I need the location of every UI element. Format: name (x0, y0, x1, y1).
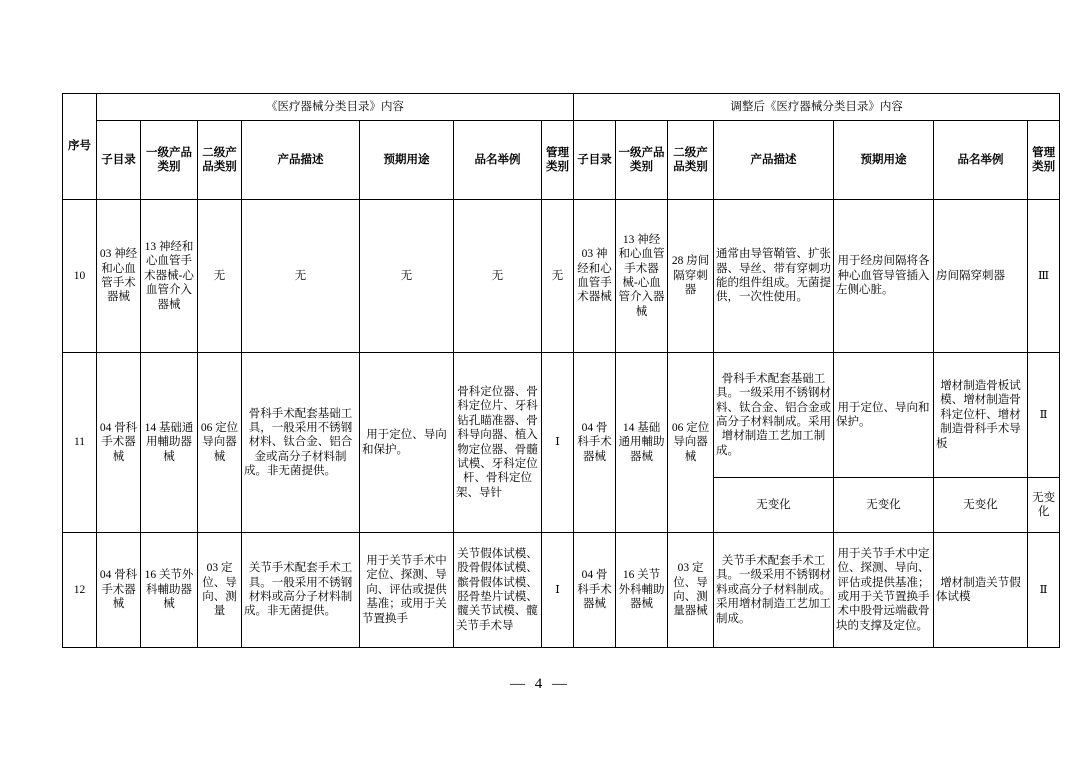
cell-orig-sub-catalog: 04 骨科手术器械 (97, 533, 141, 648)
cell-adj-level2: 06 定位导向器械 (668, 353, 714, 533)
cell-orig-intended-use: 用于关节手术中定位、探测、导向、评估或提供基准；或用于关节置换手 (360, 533, 454, 648)
cell-adj-name-example: 房间隔穿刺器 (934, 200, 1028, 353)
cell-orig-description: 无 (242, 200, 360, 353)
header-orig-level1: 一级产品类别 (141, 121, 198, 200)
cell-orig-sub-catalog: 03 神经和心血管手术器械 (97, 200, 141, 353)
cell-orig-management: Ⅰ (542, 533, 574, 648)
header-group-original: 《医疗器械分类目录》内容 (97, 94, 574, 121)
table-row (63, 200, 1060, 353)
cell-adj-level2: 28 房间隔穿刺器 (668, 200, 714, 353)
header-orig-level2: 二级产品类别 (198, 121, 242, 200)
table-row (63, 533, 1060, 648)
cell-orig-level1: 14 基础通用輔助器械 (141, 353, 198, 533)
cell-adj-intended-use-nochange: 无变化 (834, 478, 934, 533)
header-orig-name-example: 品名举例 (454, 121, 542, 200)
cell-adj-management: Ⅱ (1028, 533, 1060, 648)
cell-adj-intended-use: 用于关节手术中定位、探测、导向、评估或提供基准；或用于关节置换手术中股骨远端截骨块的支撑及定位。 (834, 533, 934, 648)
cell-orig-intended-use: 用于定位、导向和保护。 (360, 353, 454, 533)
header-orig-intended-use: 预期用途 (360, 121, 454, 200)
cell-orig-level1: 16 关节外科輔助器械 (141, 533, 198, 648)
header-adj-level1: 一级产品类别 (616, 121, 668, 200)
cell-adj-name-example: 增材制造关节假体试模 (934, 533, 1028, 648)
header-adj-level2: 二级产品类别 (668, 121, 714, 200)
cell-adj-description-nochange: 无变化 (714, 478, 834, 533)
page-number: — 4 — (510, 676, 570, 692)
cell-adj-intended-use: 用于定位、导向和保护。 (834, 353, 934, 478)
header-orig-description: 产品描述 (242, 121, 360, 200)
header-seq: 序号 (63, 94, 97, 200)
cell-orig-description: 骨科手术配套基础工具，一般采用不锈钢材料、钛合金、铝合金或高分子材料制成。非无菌提供。 (242, 353, 360, 533)
cell-orig-level2: 06 定位导向器械 (198, 353, 242, 533)
cell-adj-description: 骨科手术配套基础工具。一级采用不锈钢材料、钛合金、铝合金或高分子材料制成。采用增材制造工艺加工制成。 (714, 353, 834, 478)
header-adj-management: 管理类别 (1028, 121, 1060, 200)
cell-adj-management: Ⅱ (1028, 353, 1060, 478)
header-orig-sub-catalog: 子目录 (97, 121, 141, 200)
cell-seq: 10 (63, 200, 97, 353)
cell-adj-name-example: 增材制造骨板试模、增材制造骨科定位杆、增材制造骨科手术导板 (934, 353, 1028, 478)
cell-adj-sub-catalog: 03 神经和心血管手术器械 (574, 200, 616, 353)
cell-orig-management: 无 (542, 200, 574, 353)
header-adj-intended-use: 预期用途 (834, 121, 934, 200)
header-orig-management: 管理类别 (542, 121, 574, 200)
cell-orig-intended-use: 无 (360, 200, 454, 353)
cell-orig-level2: 03 定位、导向、测量 (198, 533, 242, 648)
cell-orig-level1: 13 神经和心血管手术器械-心血管介入器械 (141, 200, 198, 353)
cell-adj-description: 关节手术配套手术工具。一级采用不锈钢材料或高分子材料制成。采用增材制造工艺加工制成。 (714, 533, 834, 648)
cell-orig-name-example: 骨科定位器、骨科定位片、牙科钻孔瞄准器、骨科导向器、植入物定位器、骨髓试模、牙科定位杆、骨科定位架、导针 (454, 353, 542, 533)
cell-adj-level1: 14 基础通用輔助器械 (616, 353, 668, 533)
cell-adj-sub-catalog: 04 骨科手术器械 (574, 353, 616, 533)
header-adj-description: 产品描述 (714, 121, 834, 200)
table-row (63, 353, 1060, 478)
classification-table-wrapper (62, 93, 1056, 648)
cell-adj-description: 通常由导管鞘管、扩张器、导丝、带有穿刺功能的组件组成。无菌提供，一次性使用。 (714, 200, 834, 353)
cell-adj-management: Ⅲ (1028, 200, 1060, 353)
cell-adj-intended-use: 用于经房间隔将各种心血管导管插入左侧心脏。 (834, 200, 934, 353)
header-group-adjusted: 调整后《医疗器械分类目录》内容 (574, 94, 1060, 121)
cell-orig-name-example: 无 (454, 200, 542, 353)
cell-adj-management-nochange: 无变化 (1028, 478, 1060, 533)
cell-adj-level1: 13 神经和心血管手术器械-心血管介入器械 (616, 200, 668, 353)
cell-seq: 11 (63, 353, 97, 533)
cell-orig-management: Ⅰ (542, 353, 574, 533)
cell-adj-sub-catalog: 04 骨科手术器械 (574, 533, 616, 648)
cell-seq: 12 (63, 533, 97, 648)
cell-orig-description: 关节手术配套手术工具。一般采用不锈钢材料或高分子材料制成。非无菌提供。 (242, 533, 360, 648)
header-adj-name-example: 品名举例 (934, 121, 1028, 200)
cell-orig-name-example: 关节假体试模、股骨假体试模、髌骨假体试模、胫骨垫片试模、髋关节试模、髋关节手术导 (454, 533, 542, 648)
cell-orig-level2: 无 (198, 200, 242, 353)
classification-table (62, 93, 1060, 648)
header-adj-sub-catalog: 子目录 (574, 121, 616, 200)
cell-adj-level2: 03 定位、导向、测量器械 (668, 533, 714, 648)
cell-orig-sub-catalog: 04 骨科手术器械 (97, 353, 141, 533)
cell-adj-name-example-nochange: 无变化 (934, 478, 1028, 533)
cell-adj-level1: 16 关节外科輔助器械 (616, 533, 668, 648)
